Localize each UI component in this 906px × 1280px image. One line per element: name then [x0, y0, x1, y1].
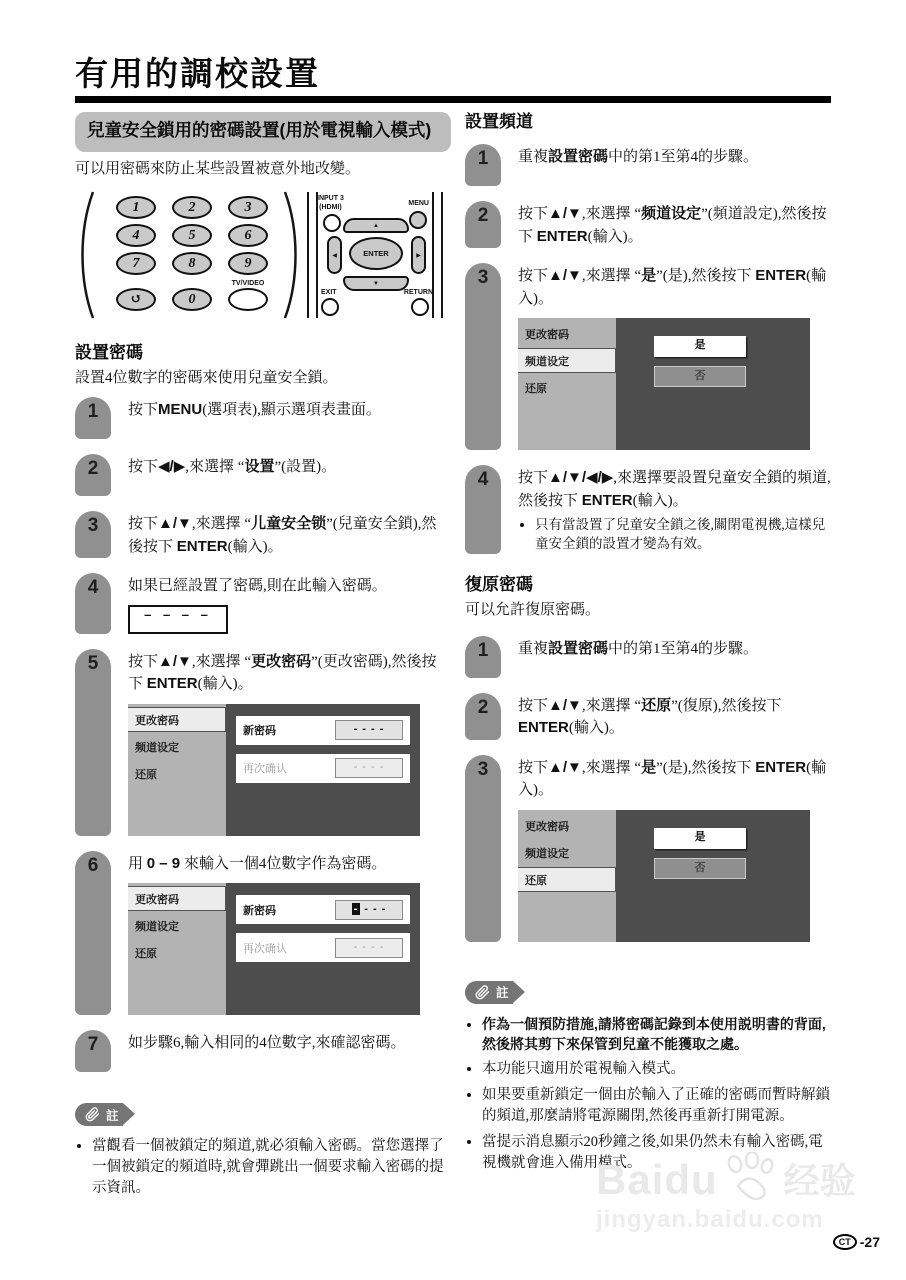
confirm-password-field: - - - - [335, 758, 403, 778]
osd-item-reset: 还原 [525, 383, 547, 395]
remote-left-edge-curve [75, 190, 97, 320]
menu-button [409, 211, 427, 229]
page-title: 有用的調校設置 [75, 55, 320, 92]
osd-screenshot-reset [518, 810, 810, 942]
step-text: 按下▲/▼,來選擇 “是”(是),然後按下 ENTER(輸入)。 [518, 758, 827, 799]
step-number-badge: 4 [75, 573, 111, 634]
yes-button: 是 [654, 828, 746, 849]
osd-item-channel-setting: 频道设定 [518, 348, 616, 373]
note-bullet: • 當觀看一個被鎖定的頻道,就必須輸入密碼。當您選擇了一個被鎖定的頻道時,就會彈跳出一個要求輸入密碼的提示資訊。 [92, 1136, 451, 1199]
step-text: 按下▲/▼/◀/▶,來選擇要設置兒童安全鎖的頻道,然後按下 ENTER(輸入)。 [518, 469, 831, 509]
step-number-badge: 7 [75, 1030, 111, 1072]
left-arrow-button: ◀ [327, 236, 342, 274]
step-number-badge: 2 [75, 454, 111, 496]
remote-control-illustration [75, 190, 451, 322]
step-text: 如步驟6,輸入相同的4位數字,來確認密碼。 [128, 1035, 406, 1052]
note-label: 註 [496, 986, 509, 1001]
step-text: 按下MENU(選項表),顯示選項表畫面。 [128, 401, 381, 419]
step-text: 按下▲/▼,來選擇 “更改密码”(更改密碼),然後按下 ENTER(輸入)。 [128, 652, 437, 693]
hdmi-label: (HDMI) [319, 203, 342, 211]
no-button: 否 [654, 858, 746, 879]
note-list [75, 1136, 451, 1199]
paw-icon [722, 1152, 774, 1200]
right-arrow-button: ▶ [411, 236, 426, 274]
reset-password-heading: 復原密碼 [465, 574, 533, 594]
osd-item-channel-setting: 频道设定 [525, 847, 569, 860]
key-6: 6 [228, 224, 268, 247]
osd-sidebar [128, 704, 226, 836]
step-1 [465, 636, 831, 678]
new-password-field-cursor: - - - - [335, 900, 403, 920]
step-number-badge: 2 [465, 693, 501, 740]
key-2: 2 [172, 196, 212, 219]
tv-video-label: TV/VIDEO [231, 280, 265, 288]
new-password-field: - - - - [335, 720, 403, 740]
osd-item-change-password: 更改密码 [128, 886, 226, 911]
step-text: 按下◀/▶,來選擇 “设置”(設置)。 [128, 458, 337, 476]
step-text: 如果已經設置了密碼,則在此輸入密碼。 [128, 578, 387, 595]
osd-screenshot-enter-password [128, 883, 420, 1015]
title-rule [75, 96, 831, 103]
reset-password-intro: 可以允許復原密碼。 [465, 601, 601, 618]
step-number-badge: 5 [75, 649, 111, 836]
step-4 [75, 573, 451, 634]
new-password-row [236, 895, 410, 924]
confirm-password-field: - - - - [335, 938, 403, 958]
step-2 [75, 454, 451, 496]
step-6 [75, 851, 451, 1016]
set-password-heading: 設置密碼 [75, 343, 143, 363]
osd-item-change-password: 更改密码 [525, 329, 569, 341]
osd-sidebar [128, 883, 226, 1015]
flashback-key-icon: ↺ [116, 288, 156, 311]
step-text: 重複設置密碼中的第1至第4的步驟。 [518, 639, 759, 657]
step-2 [465, 693, 831, 740]
note-label: 註 [106, 1108, 119, 1123]
password-entry-box: – – – – [128, 605, 228, 634]
watermark-url: jingyan.baidu.com [596, 1206, 824, 1233]
page-number: -27 [859, 1234, 880, 1250]
key-9: 9 [228, 252, 268, 275]
watermark-brand: Baidu [596, 1156, 718, 1203]
menu-label: MENU [408, 200, 429, 208]
osd-panel [226, 883, 420, 1015]
new-password-label: 新密码 [243, 904, 276, 917]
no-button: 否 [654, 366, 746, 387]
step-5 [75, 649, 451, 836]
input3-button [323, 214, 341, 232]
step-7 [75, 1030, 451, 1072]
note-bullet: • 當提示消息顯示20秒鐘之後,如果仍然未有輸入密碼,電視機就會進入備用模式。 [482, 1132, 831, 1174]
osd-screenshot-channel-setting [518, 318, 810, 450]
watermark-suffix: 经验 [783, 1160, 856, 1201]
return-button [411, 298, 429, 316]
osd-item-channel-setting: 频道设定 [135, 741, 179, 754]
right-column [465, 107, 831, 1179]
exit-label: EXIT [321, 288, 337, 296]
step-text: 按下▲/▼,來選擇 “还原”(復原),然後按下 ENTER(輸入)。 [518, 696, 782, 737]
return-label: RETURN [403, 288, 433, 296]
step-number-badge: 1 [465, 144, 501, 186]
confirm-password-label: 再次确认 [243, 942, 287, 955]
up-arrow-button: ▲ [343, 218, 409, 233]
confirm-password-label: 再次确认 [243, 763, 287, 776]
step-1 [75, 397, 451, 439]
step-2 [465, 201, 831, 248]
key-0: 0 [172, 288, 212, 311]
step-number-badge: 2 [465, 201, 501, 248]
osd-screenshot-change-password [128, 704, 420, 836]
down-arrow-button: ▼ [343, 276, 409, 291]
language-code-badge: CT [833, 1234, 857, 1250]
new-password-label: 新密码 [243, 725, 276, 738]
page-footer [833, 1234, 880, 1250]
input3-label: INPUT 3 [317, 195, 344, 203]
baidu-watermark [596, 1152, 856, 1234]
step-sub-bullets [518, 516, 831, 554]
step-text: 按下▲/▼,來選擇 “频道设定”(頻道設定),然後按下 ENTER(輸入)。 [518, 205, 827, 245]
enter-button: ENTER [349, 237, 403, 270]
osd-sidebar [518, 318, 616, 450]
osd-panel [226, 704, 420, 836]
remote-nav-pad [307, 190, 443, 320]
step-number-badge: 4 [465, 465, 501, 554]
step-number-badge: 3 [465, 755, 501, 942]
key-8: 8 [172, 252, 212, 275]
note-badge [75, 1103, 123, 1126]
note-list [465, 1014, 831, 1175]
new-password-row [236, 716, 410, 745]
osd-panel [616, 318, 810, 450]
input-cursor: - [353, 902, 359, 915]
paperclip-icon [85, 1107, 100, 1122]
note-badge [465, 981, 513, 1004]
note-bullet: • 本功能只適用於電視輸入模式。 [482, 1059, 831, 1080]
osd-sidebar [518, 810, 616, 942]
step-3 [465, 755, 831, 942]
osd-item-change-password: 更改密码 [128, 707, 226, 732]
confirm-password-row [236, 933, 410, 962]
key-4: 4 [116, 224, 156, 247]
osd-panel [616, 810, 810, 942]
remote-right-double-line [432, 192, 443, 318]
key-3: 3 [228, 196, 268, 219]
step-text: 用 0 – 9 來輸入一個4位數字作為密碼。 [128, 854, 387, 872]
step-4 [465, 465, 831, 554]
step-3 [75, 511, 451, 558]
set-channel-heading: 設置頻道 [465, 112, 533, 131]
osd-item-change-password: 更改密码 [525, 820, 569, 833]
step-1 [465, 144, 831, 186]
section-intro: 可以用密碼來防止某些設置被意外地改變。 [75, 160, 361, 177]
step-number-badge: 1 [75, 397, 111, 439]
key-7: 7 [116, 252, 156, 275]
step-number-badge: 6 [75, 851, 111, 1016]
osd-item-channel-setting: 频道设定 [135, 921, 179, 934]
section-heading-box: 兒童安全鎖用的密碼設置(用於電視輸入模式) [75, 112, 451, 152]
key-5: 5 [172, 224, 212, 247]
note-bullet: • 作為一個預防措施,請將密碼記錄到本使用説明書的背面,然後將其剪下來保管到兒童不能獲取之處。 [482, 1014, 831, 1055]
confirm-password-row [236, 754, 410, 783]
tv-video-key [228, 288, 268, 311]
step-sub-bullet: • 只有當設置了兒童安全鎖之後,關閉電視機,這樣兒童安全鎖的設置才變為有效。 [535, 516, 831, 554]
osd-item-reset: 还原 [518, 867, 616, 892]
remote-keypad [97, 196, 287, 316]
set-password-intro: 設置4位數字的密碼來使用兒童安全鎖。 [75, 370, 338, 387]
step-text: 按下▲/▼,來選擇 “是”(是),然後按下 ENTER(輸入)。 [518, 267, 827, 307]
exit-button [321, 298, 339, 316]
step-number-badge: 3 [465, 263, 501, 450]
step-text: 按下▲/▼,來選擇 “儿童安全锁”(兒童安全鎖),然後按下 ENTER(輸入)。 [128, 515, 437, 555]
step-number-badge: 1 [465, 636, 501, 678]
step-3 [465, 263, 831, 450]
yes-button: 是 [654, 336, 746, 357]
paperclip-icon [475, 985, 490, 1000]
osd-item-reset: 还原 [135, 948, 157, 961]
left-column [75, 112, 451, 1204]
step-text: 重複設置密碼中的第1至第4的步驟。 [518, 148, 759, 165]
key-1: 1 [116, 196, 156, 219]
note-bullet: • 如果要重新鎖定一個由於輸入了正確的密碼而暫時解鎖的頻道,那麼請將電源關閉,然後再重新打開電源。 [482, 1085, 831, 1127]
step-number-badge: 3 [75, 511, 111, 558]
osd-item-reset: 还原 [135, 768, 157, 781]
